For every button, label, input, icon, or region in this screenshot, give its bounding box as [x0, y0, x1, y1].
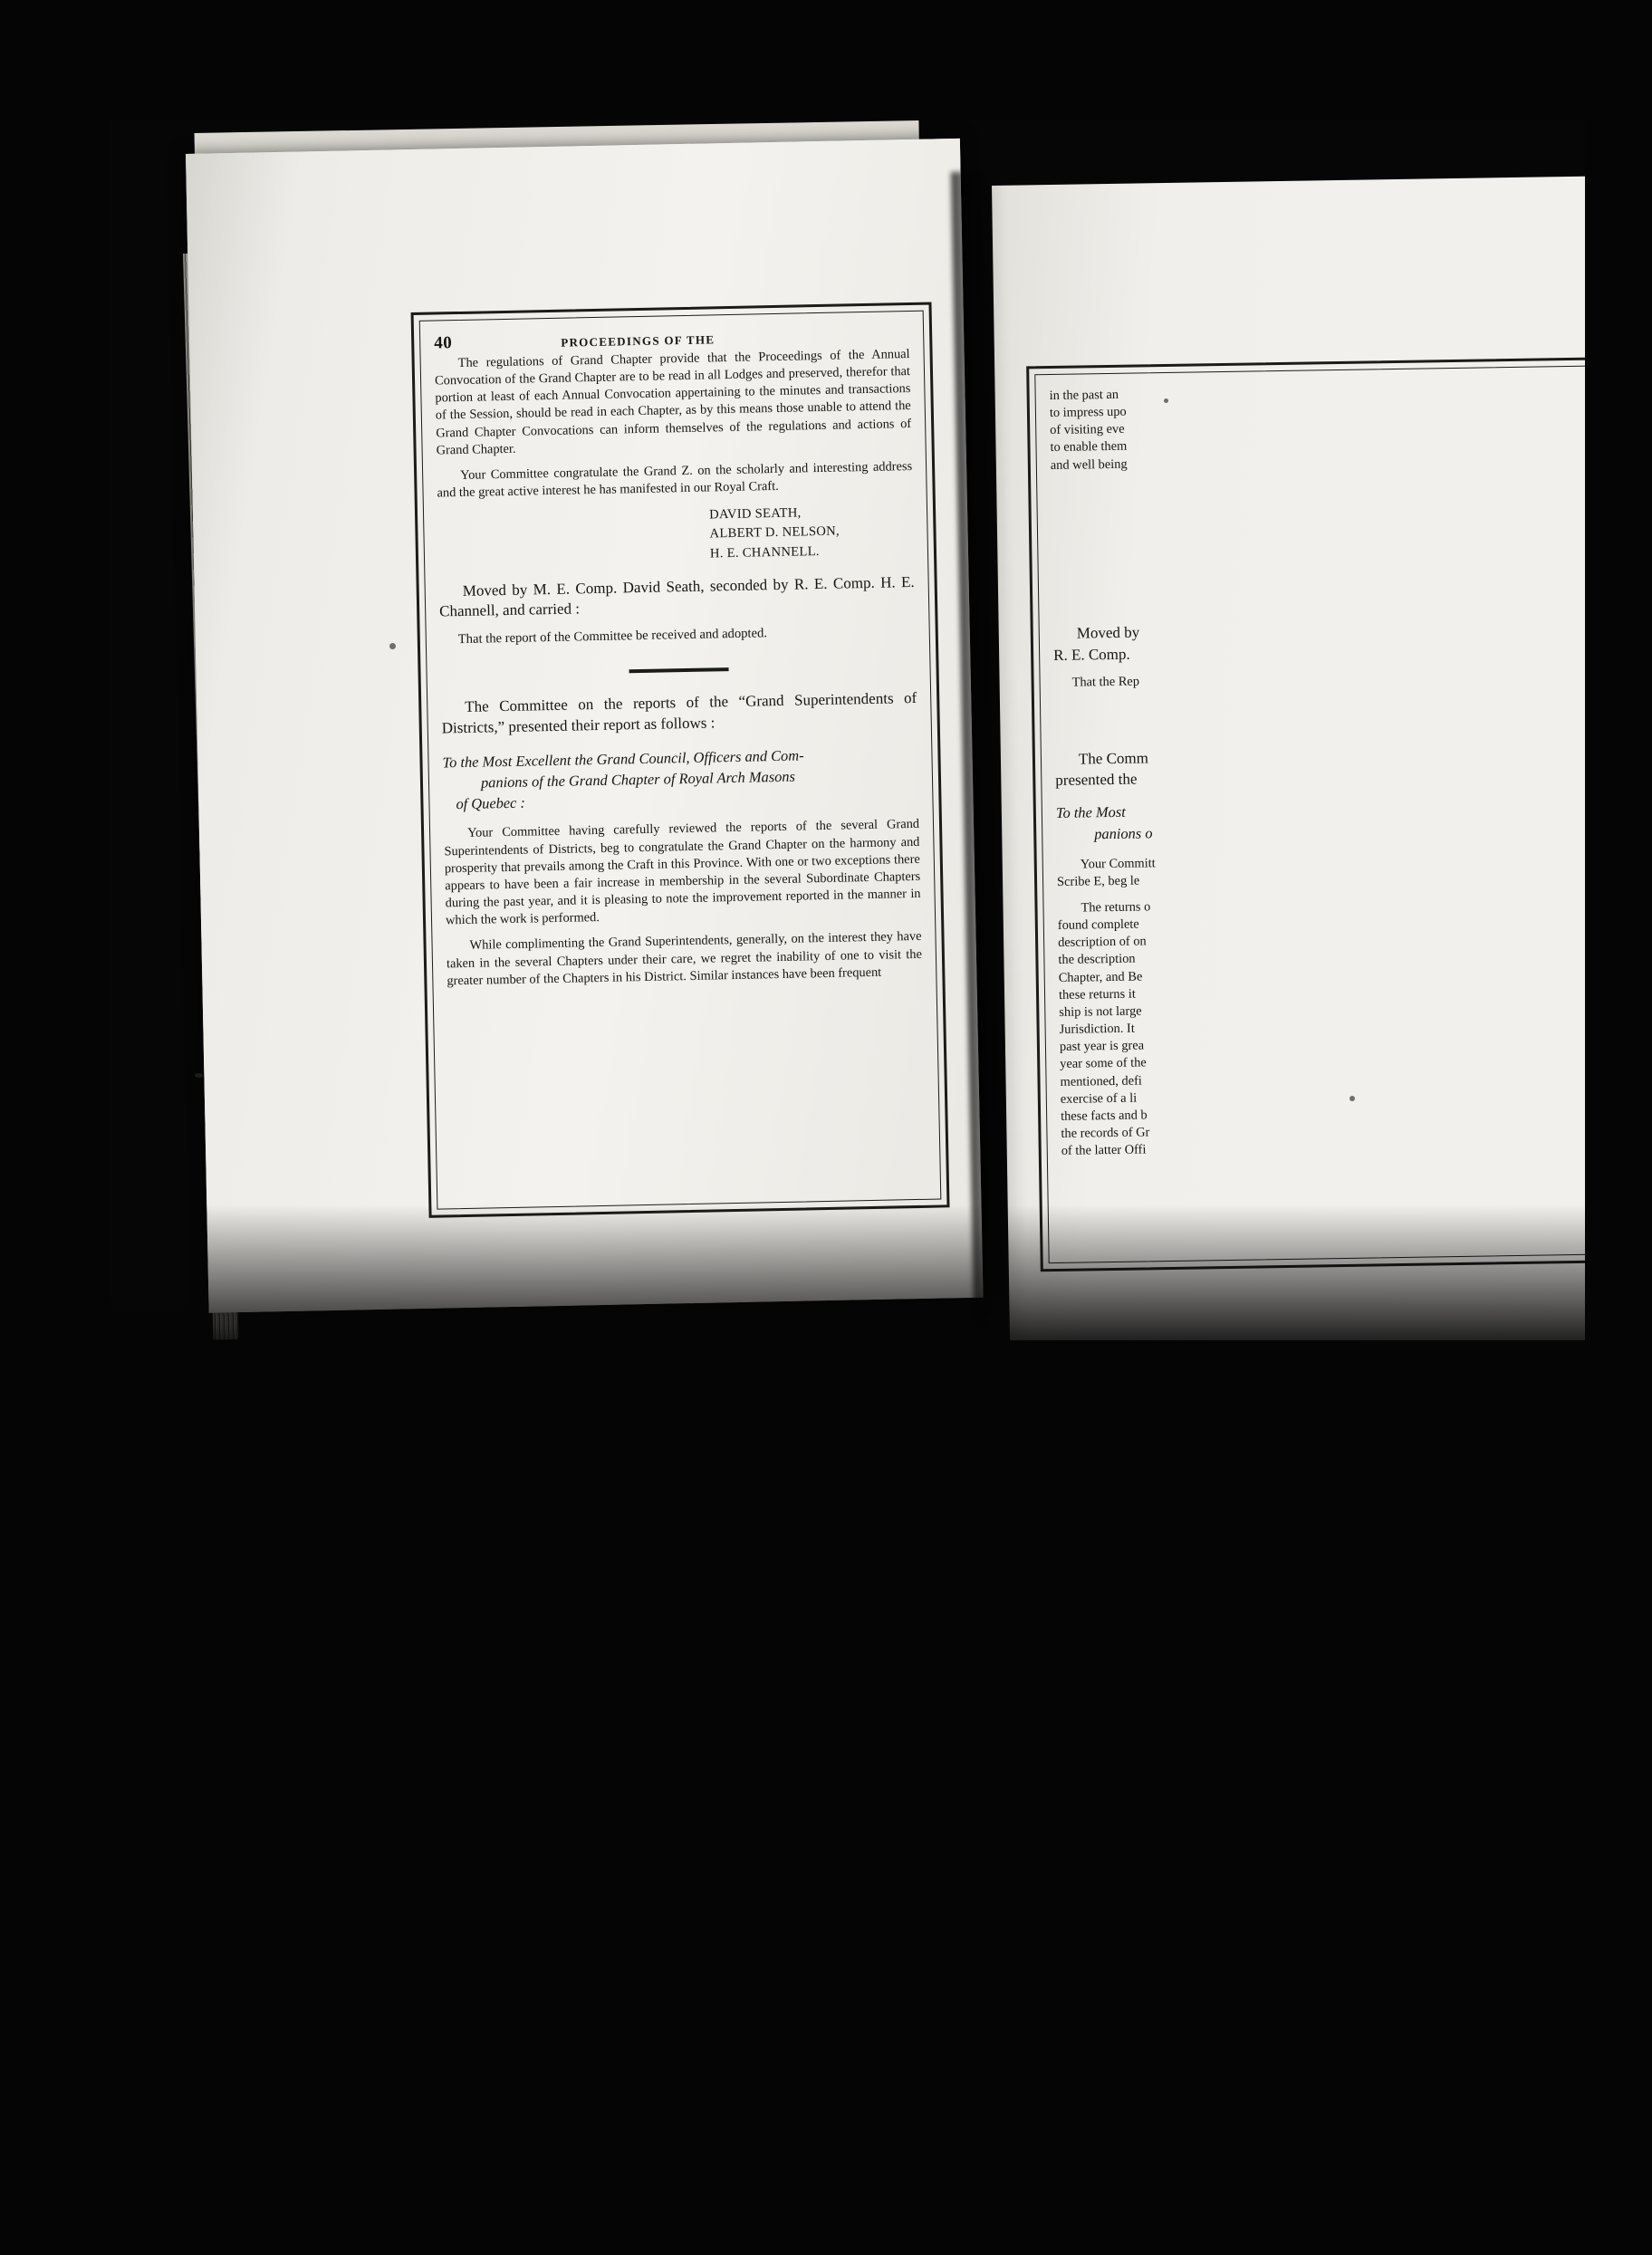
signature-block	[437, 502, 914, 569]
right-page-line: panions o	[1056, 813, 1652, 845]
right-page-line: Chapter, and Be	[1059, 959, 1652, 987]
page-number: 40	[434, 331, 453, 355]
signature: ALBERT D. NELSON,	[709, 521, 913, 544]
right-page-resolution: That the Rep	[1053, 665, 1652, 693]
right-page-line: ship is not large	[1059, 993, 1652, 1022]
dust-speck	[1349, 1096, 1355, 1101]
section-divider-rule	[629, 667, 728, 673]
lead-in-text: The Committee on the reports of the “Grand Superintendents of Districts,” presented their report as follows :	[441, 687, 917, 739]
signature: H. E. CHANNELL.	[710, 541, 914, 564]
right-page-line: of visiting eve	[1050, 412, 1652, 440]
right-page-line: description of on	[1058, 925, 1652, 953]
right-page-line: to enable them	[1050, 429, 1652, 457]
scan-border-bottom	[0, 1340, 1652, 2255]
right-page-line: in the past an	[1050, 377, 1652, 405]
right-page-line: the records of Gr	[1061, 1115, 1652, 1143]
right-page-line: past year is grea	[1060, 1029, 1652, 1057]
dust-speck	[1164, 398, 1168, 403]
resolution-text: That the report of the Committee be received and adopted.	[440, 622, 916, 649]
right-page-line: Scribe E, beg le	[1057, 863, 1652, 891]
right-page-line: exercise of a li	[1061, 1080, 1652, 1108]
right-page-line: R. E. Comp.	[1053, 634, 1652, 666]
right-page-line: to impress upo	[1050, 395, 1652, 423]
left-page-text-column	[434, 322, 923, 998]
right-page-line: found complete	[1058, 907, 1652, 935]
paragraph: While complimenting the Grand Superintendents, generally, on the interest they have taken in the several Chapters under their care, we regret the inability of one to visit the greater number of the Chapters in his District. Similar instances have been frequent	[446, 928, 922, 990]
paragraph: Your Committee having carefully reviewed the reports of the several Grand Superintendents of Districts, beg to congratulate the Grand Chapter on the harmony and prosperity that prevails among the Craft in this Province. With one or two exceptions there appears to have been a fair increase in membership in the several Subordinate Chapters during the past year, and it is pleasing to note the improvement reported in the manner in which the work is performed.	[444, 816, 921, 929]
address-line: panions of the Grand Chapter of Royal Arch Masons	[443, 763, 918, 794]
right-page-line: Jurisdiction. It	[1060, 1011, 1652, 1039]
right-page-fragment-top	[1050, 377, 1652, 474]
right-page-line: these facts and b	[1061, 1098, 1652, 1126]
vignette-bottom	[110, 1204, 1650, 1358]
right-page-line: The Comm	[1055, 738, 1652, 770]
paragraph: The regulations of Grand Chapter provide that the Proceedings of the Annual Convocation of the Grand Chapter are to be read in all Lodges and preserved, therefor that portion at least of each Annual Convocation appertaining to the minutes and transactions of the Session, should be read in each Chapter, as by this means those unable to attend the Grand Chapter Convocations can inform themselves of the regulations and actions of Grand Chapter.	[435, 346, 912, 459]
right-page-line: To the Most	[1056, 792, 1652, 823]
right-page-line: Moved by	[1053, 612, 1652, 644]
scan-border-top	[0, 0, 1652, 120]
right-page-line: and well being	[1051, 446, 1652, 475]
right-page-text-column	[1050, 377, 1652, 1173]
dust-speck	[389, 643, 396, 649]
right-page-line: The returns o	[1057, 889, 1652, 917]
address-line: of Quebec :	[443, 784, 918, 815]
running-head: PROCEEDINGS OF THE	[561, 331, 715, 350]
right-page-address	[1056, 792, 1652, 845]
right-page-line: presented the	[1055, 760, 1652, 792]
right-page-line: the description	[1058, 942, 1652, 970]
paragraph: Your Committee congratulate the Grand Z. on the scholarly and interesting address and the great active interest he has manifested in our Royal Craft.	[437, 458, 913, 503]
motion-text: Moved by M. E. Comp. David Seath, seconded by R. E. Comp. H. E. Channell, and carried :	[439, 572, 916, 623]
book-spread	[109, 118, 1652, 1340]
right-page-line: year some of the	[1060, 1046, 1652, 1074]
address-line: To the Most Excellent the Grand Council, Officers and Com-	[442, 746, 803, 771]
right-page-line: these returns it	[1059, 976, 1652, 1004]
dust-speck	[195, 1073, 203, 1078]
right-page-line: of the latter Offi	[1061, 1132, 1652, 1160]
report-address	[442, 742, 918, 814]
right-page-body	[1057, 846, 1652, 1160]
right-page-line: Your Committ	[1057, 846, 1652, 874]
right-page-line: mentioned, defi	[1060, 1063, 1652, 1091]
signature: DAVID SEATH,	[709, 502, 913, 525]
left-page	[186, 139, 984, 1313]
right-page	[992, 174, 1652, 1372]
